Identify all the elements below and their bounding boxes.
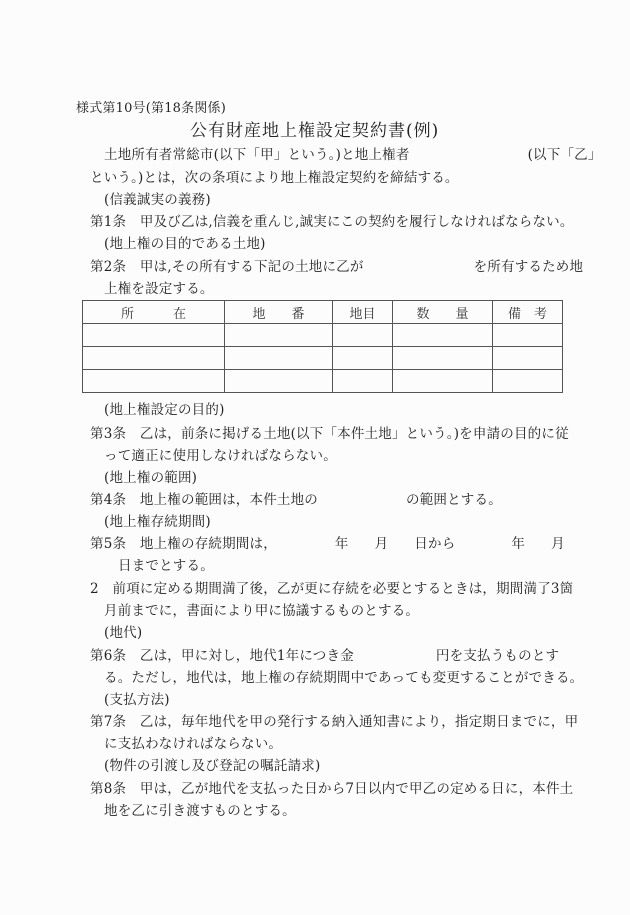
- article-5-heading: (地上権存続期間): [104, 514, 211, 530]
- article-5-line-1: [90, 535, 565, 553]
- article-5-year-to: 年: [511, 536, 526, 552]
- article-8-heading: (物件の引渡し及び登記の嘱託請求): [104, 758, 321, 774]
- document-title: 公有財産地上権設定契約書(例): [190, 121, 440, 141]
- article-2-text-b: を所有するため地: [473, 259, 584, 275]
- table-cell[interactable]: [225, 324, 333, 347]
- article-4-text-a: 第4条 地上権の範囲は，本件土地の: [90, 492, 318, 508]
- table-cell[interactable]: [83, 347, 225, 370]
- article-7-heading: (支払方法): [104, 692, 170, 708]
- table-cell[interactable]: [493, 347, 563, 370]
- table-cell[interactable]: [393, 324, 493, 347]
- article-3-line-1: 第3条 乙は，前条に掲げる土地(以下「本件土地」という。)を申請の目的に従: [90, 426, 569, 442]
- header-quantity: 数 量: [393, 301, 493, 324]
- article-5-year-from: 年: [334, 536, 349, 552]
- article-5-para2-line-2: 月前までに，書面により甲に協議するものとする。: [104, 603, 420, 619]
- header-land-category: 地目: [333, 301, 393, 324]
- table-cell[interactable]: [333, 370, 393, 393]
- article-2-line-2: 上権を設定する。: [104, 281, 214, 297]
- table-row: [83, 370, 563, 393]
- article-7-line-2: に支払わなければならない。: [104, 736, 283, 752]
- preamble-text-a: 土地所有者常総市(以下「甲」という。)と地上権者: [104, 147, 410, 163]
- table-cell[interactable]: [393, 370, 493, 393]
- article-6-text-b: 円を支払うものとす: [435, 648, 560, 664]
- table-cell[interactable]: [83, 370, 225, 393]
- land-table-header-row: [83, 301, 563, 324]
- article-5-month-from: 月: [374, 536, 389, 552]
- article-5-month-to: 月: [551, 536, 565, 552]
- table-cell[interactable]: [225, 370, 333, 393]
- table-cell[interactable]: [493, 324, 563, 347]
- article-5-line-2: 日までとする。: [118, 558, 214, 574]
- table-cell[interactable]: [225, 347, 333, 370]
- article-6-line-1: [90, 647, 559, 665]
- article-4-heading: (地上権の範囲): [104, 470, 198, 486]
- article-2-line-1: [90, 258, 583, 276]
- article-4-line-1: [90, 491, 502, 509]
- table-cell[interactable]: [393, 347, 493, 370]
- article-8-line-1: 第8条 甲は，乙が地代を支払った日から7日以内で甲乙の定める日に，本件土: [90, 781, 574, 797]
- article-3-heading: (地上権設定の目的): [104, 402, 225, 418]
- article-5-para2-line-1: 2 前項に定める期間満了後，乙が更に存続を必要とするときは，期間満了3箇: [90, 581, 574, 597]
- article-3-line-2: って適正に使用しなければならない。: [104, 448, 337, 464]
- preamble-text-b: (以下「乙」: [527, 147, 602, 163]
- article-5-day-from: 日から: [414, 536, 456, 552]
- header-remarks: 備 考: [493, 301, 563, 324]
- table-cell[interactable]: [493, 370, 563, 393]
- article-2-heading: (地上権の目的である土地): [104, 236, 266, 252]
- article-4-text-b: の範囲とする。: [406, 492, 502, 508]
- article-8-line-2: 地を乙に引き渡すものとする。: [104, 803, 296, 819]
- article-2-text-a: 第2条 甲は,その所有する下記の土地に乙が: [90, 259, 364, 275]
- table-row: [83, 324, 563, 347]
- article-1-heading: (信義誠実の義務): [104, 192, 211, 208]
- table-cell[interactable]: [333, 347, 393, 370]
- table-cell[interactable]: [333, 324, 393, 347]
- preamble-line-2: という。)とは，次の条項により地上権設定契約を締結する。: [90, 170, 459, 186]
- table-cell[interactable]: [83, 324, 225, 347]
- article-6-text-a: 第6条 乙は，甲に対し，地代1年につき金: [90, 648, 354, 664]
- land-table: [82, 300, 563, 393]
- article-7-line-1: 第7条 乙は，毎年地代を甲の発行する納入通知書により，指定期日までに，甲: [90, 714, 579, 730]
- form-number: 様式第10号(第18条関係): [76, 101, 227, 116]
- article-6-heading: (地代): [104, 625, 143, 641]
- header-location: 所 在: [83, 301, 225, 324]
- header-lot-number: 地 番: [225, 301, 333, 324]
- table-row: [83, 347, 563, 370]
- article-1-text: 第1条 甲及び乙は,信義を重んじ,誠実にこの契約を履行しなければならない。: [90, 214, 574, 230]
- preamble-line-1: [104, 146, 602, 164]
- article-5-text-a: 第5条 地上権の存続期間は，: [90, 536, 277, 552]
- article-6-line-2: る。ただし，地代は，地上権の存続期間中であっても変更することができる。: [104, 670, 584, 686]
